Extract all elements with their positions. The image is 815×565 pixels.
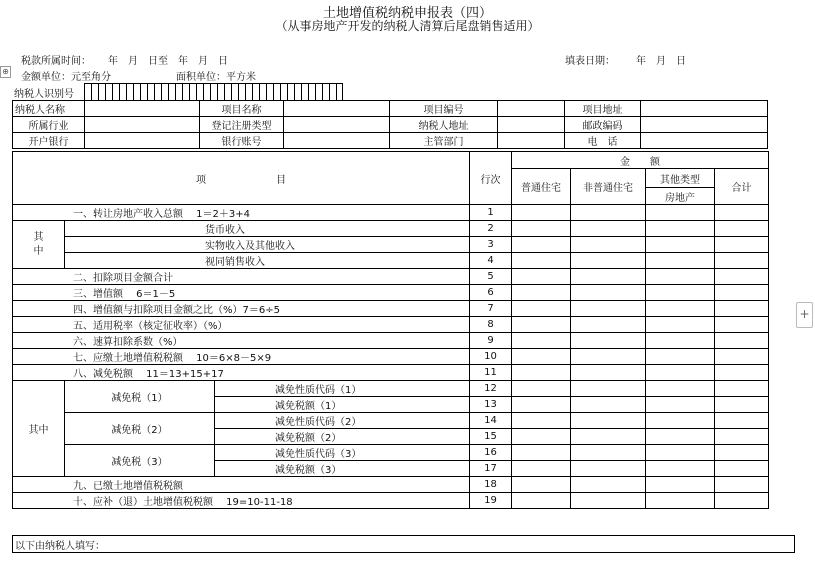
- amount-cell[interactable]: [512, 397, 571, 413]
- info-label: 邮政编码: [565, 117, 641, 133]
- amount-cell[interactable]: [646, 269, 715, 285]
- row-number: 9: [470, 333, 512, 349]
- amount-cell[interactable]: [646, 477, 715, 493]
- amount-cell[interactable]: [571, 461, 646, 477]
- amount-cell[interactable]: [715, 221, 769, 237]
- declaration-table: [12, 151, 769, 509]
- table-row: [13, 477, 769, 493]
- reduction-group-label: 减免税（3）: [65, 445, 215, 477]
- amount-cell[interactable]: [512, 461, 571, 477]
- amount-cell[interactable]: [646, 461, 715, 477]
- amount-cell[interactable]: [571, 285, 646, 301]
- row-label: 十、应补（退）土地增值税税额 19=10-11-18: [13, 493, 470, 509]
- amount-cell[interactable]: [646, 253, 715, 269]
- amount-cell[interactable]: [715, 461, 769, 477]
- amount-cell[interactable]: [512, 365, 571, 381]
- row-label: 八、减免税额 11＝13+15+17: [13, 365, 470, 381]
- amount-cell[interactable]: [646, 317, 715, 333]
- amount-cell[interactable]: [715, 237, 769, 253]
- amount-cell[interactable]: [512, 349, 571, 365]
- row-label: 三、增值额 6＝1－5: [13, 285, 470, 301]
- row-number: 3: [470, 237, 512, 253]
- add-row-icon[interactable]: +: [796, 302, 813, 328]
- form-title: 土地增值税纳税申报表（四）: [322, 6, 492, 21]
- amount-cell[interactable]: [512, 221, 571, 237]
- taxpayer-id-boxes[interactable]: [84, 83, 343, 101]
- info-label: 开户银行: [13, 133, 85, 149]
- amount-cell[interactable]: [715, 413, 769, 429]
- taxpayer-id-label: 纳税人识别号: [14, 89, 74, 100]
- table-row: [13, 493, 769, 509]
- amount-cell[interactable]: [571, 349, 646, 365]
- amount-cell[interactable]: [512, 381, 571, 397]
- table-row: [13, 253, 769, 269]
- amount-cell[interactable]: [512, 445, 571, 461]
- info-value-cell[interactable]: [498, 133, 565, 149]
- info-value-cell[interactable]: [498, 117, 565, 133]
- row-label: 一、转让房地产收入总额 1＝2＋3+4: [13, 205, 470, 221]
- amount-cell[interactable]: [646, 429, 715, 445]
- row-number: 12: [470, 381, 512, 397]
- amount-cell[interactable]: [646, 285, 715, 301]
- info-value-cell[interactable]: [284, 133, 390, 149]
- period-label: 税款所属时间：: [21, 56, 91, 67]
- row-number: 5: [470, 269, 512, 285]
- info-value-cell[interactable]: [498, 101, 565, 117]
- amount-cell[interactable]: [571, 365, 646, 381]
- info-label: 项目名称: [200, 101, 284, 117]
- row-number: 4: [470, 253, 512, 269]
- table-row: [13, 237, 769, 253]
- row-number: 15: [470, 429, 512, 445]
- info-label: 纳税人地址: [390, 117, 498, 133]
- reduction-group-label: 减免税（2）: [65, 413, 215, 445]
- row-label: 九、已缴土地增值税税额: [13, 477, 470, 493]
- info-label: 银行账号: [200, 133, 284, 149]
- amount-cell[interactable]: [512, 429, 571, 445]
- info-label: 项目编号: [390, 101, 498, 117]
- amount-cell[interactable]: [646, 365, 715, 381]
- amount-cell[interactable]: [571, 253, 646, 269]
- row-label: 实物收入及其他收入: [65, 237, 470, 253]
- info-value-cell[interactable]: [85, 133, 200, 149]
- info-label: 所属行业: [13, 117, 85, 133]
- amount-cell[interactable]: [512, 317, 571, 333]
- amount-cell[interactable]: [571, 237, 646, 253]
- info-label: 主管部门: [390, 133, 498, 149]
- amount-cell[interactable]: [646, 381, 715, 397]
- row-number: 6: [470, 285, 512, 301]
- currency-unit: 金额单位：元至角分: [21, 72, 111, 83]
- amount-cell[interactable]: [715, 381, 769, 397]
- amount-cell[interactable]: [715, 445, 769, 461]
- row-label: 四、增值额与扣除项目金额之比（%）7＝6÷5: [13, 301, 470, 317]
- header-amount: 金 额: [512, 152, 769, 169]
- table-row: [13, 285, 769, 301]
- info-value-cell[interactable]: [284, 101, 390, 117]
- fill-date-label: 填表日期：: [565, 56, 615, 67]
- row-number: 14: [470, 413, 512, 429]
- table-row: [13, 445, 769, 461]
- footer-table: [12, 535, 795, 553]
- table-row: [13, 413, 769, 429]
- info-label: 项目地址: [565, 101, 641, 117]
- amount-cell[interactable]: [571, 477, 646, 493]
- row-number: 16: [470, 445, 512, 461]
- amount-cell[interactable]: [571, 381, 646, 397]
- row-number: 19: [470, 493, 512, 509]
- amount-cell[interactable]: [715, 429, 769, 445]
- qizhong-label: 其中: [13, 381, 65, 477]
- row-number: 7: [470, 301, 512, 317]
- amount-cell[interactable]: [715, 333, 769, 349]
- amount-cell[interactable]: [646, 333, 715, 349]
- table-move-handle-icon[interactable]: ⊕: [0, 66, 11, 78]
- row-number: 2: [470, 221, 512, 237]
- period-value: 年 月 日至 年 月 日: [108, 56, 228, 67]
- amount-cell[interactable]: [715, 477, 769, 493]
- amount-cell[interactable]: [646, 349, 715, 365]
- amount-cell[interactable]: [646, 205, 715, 221]
- amount-cell[interactable]: [571, 429, 646, 445]
- amount-cell[interactable]: [512, 413, 571, 429]
- qizhong-label: 其 中: [13, 221, 65, 269]
- row-label: 减免性质代码（1）: [215, 381, 470, 397]
- amount-cell[interactable]: [512, 477, 571, 493]
- info-row: [13, 117, 768, 133]
- amount-cell[interactable]: [715, 269, 769, 285]
- amount-cell[interactable]: [715, 285, 769, 301]
- amount-cell[interactable]: [571, 317, 646, 333]
- info-value-cell[interactable]: [284, 117, 390, 133]
- amount-cell[interactable]: [571, 269, 646, 285]
- amount-cell[interactable]: [571, 397, 646, 413]
- row-label: 减免税额（1）: [215, 397, 470, 413]
- form-subtitle: （从事房地产开发的纳税人清算后尾盘销售适用）: [275, 19, 540, 33]
- amount-cell[interactable]: [512, 301, 571, 317]
- header-line-no: 行次: [470, 152, 512, 205]
- row-label: 七、应缴土地增值税税额 10＝6×8－5×9: [13, 349, 470, 365]
- amount-cell[interactable]: [715, 493, 769, 509]
- header-ordinary-housing: 普通住宅: [512, 169, 571, 205]
- row-number: 8: [470, 317, 512, 333]
- amount-cell[interactable]: [571, 445, 646, 461]
- amount-cell[interactable]: [512, 237, 571, 253]
- amount-cell[interactable]: [512, 253, 571, 269]
- info-value-cell[interactable]: [641, 133, 768, 149]
- header-non-ordinary-housing: 非普通住宅: [571, 169, 646, 205]
- amount-cell[interactable]: [646, 397, 715, 413]
- amount-cell[interactable]: [512, 269, 571, 285]
- amount-cell[interactable]: [715, 365, 769, 381]
- header-item: 项 目: [13, 152, 470, 205]
- table-row: [13, 381, 769, 397]
- amount-cell[interactable]: [512, 333, 571, 349]
- fill-date-value: 年 月 日: [636, 56, 686, 67]
- amount-cell[interactable]: [571, 221, 646, 237]
- amount-cell[interactable]: [512, 493, 571, 509]
- header-other-type-2: 房地产: [646, 188, 715, 205]
- table-row: [13, 349, 769, 365]
- amount-cell[interactable]: [715, 317, 769, 333]
- amount-cell[interactable]: [571, 493, 646, 509]
- table-row: [13, 205, 769, 221]
- row-number: 1: [470, 205, 512, 221]
- row-number: 18: [470, 477, 512, 493]
- info-value-cell[interactable]: [85, 101, 200, 117]
- info-value-cell[interactable]: [641, 101, 768, 117]
- table-row: [13, 365, 769, 381]
- row-number: 11: [470, 365, 512, 381]
- row-label: 减免性质代码（2）: [215, 413, 470, 429]
- row-label: 货币收入: [65, 221, 470, 237]
- info-label: 电 话: [565, 133, 641, 149]
- amount-cell[interactable]: [646, 445, 715, 461]
- row-label: 减免税额（3）: [215, 461, 470, 477]
- row-label: 减免税额（2）: [215, 429, 470, 445]
- row-label: 二、扣除项目金额合计: [13, 269, 470, 285]
- table-row: [13, 301, 769, 317]
- table-row: [13, 333, 769, 349]
- amount-cell[interactable]: [715, 205, 769, 221]
- amount-cell[interactable]: [571, 301, 646, 317]
- reduction-group-label: 减免税（1）: [65, 381, 215, 413]
- amount-cell[interactable]: [646, 413, 715, 429]
- area-unit: 面积单位：平方米: [176, 72, 256, 83]
- row-label: 视同销售收入: [65, 253, 470, 269]
- info-row: [13, 133, 768, 149]
- info-value-cell[interactable]: [85, 117, 200, 133]
- row-number: 17: [470, 461, 512, 477]
- row-number: 10: [470, 349, 512, 365]
- row-number: 13: [470, 397, 512, 413]
- info-value-cell[interactable]: [641, 117, 768, 133]
- table-row: [13, 317, 769, 333]
- table-row: [13, 269, 769, 285]
- info-label: 纳税人名称: [13, 101, 85, 117]
- header-total: 合计: [715, 169, 769, 205]
- amount-cell[interactable]: [571, 333, 646, 349]
- row-label: 减免性质代码（3）: [215, 445, 470, 461]
- amount-cell[interactable]: [512, 205, 571, 221]
- table-row: [13, 221, 769, 237]
- amount-cell[interactable]: [715, 253, 769, 269]
- info-row: [13, 101, 768, 117]
- footer-taxpayer-fill-label: 以下由纳税人填写：: [13, 536, 795, 553]
- amount-cell[interactable]: [571, 205, 646, 221]
- amount-cell[interactable]: [571, 413, 646, 429]
- info-label: 登记注册类型: [200, 117, 284, 133]
- row-label: 六、速算扣除系数（%）: [13, 333, 470, 349]
- amount-cell[interactable]: [715, 349, 769, 365]
- header-other-type-1: 其他类型: [646, 169, 715, 188]
- amount-cell[interactable]: [512, 285, 571, 301]
- taxpayer-info-table: [12, 100, 768, 149]
- amount-cell[interactable]: [646, 301, 715, 317]
- amount-cell[interactable]: [646, 493, 715, 509]
- row-label: 五、适用税率（核定征收率）（%）: [13, 317, 470, 333]
- amount-cell[interactable]: [646, 237, 715, 253]
- amount-cell[interactable]: [715, 301, 769, 317]
- amount-cell[interactable]: [715, 397, 769, 413]
- amount-cell[interactable]: [646, 221, 715, 237]
